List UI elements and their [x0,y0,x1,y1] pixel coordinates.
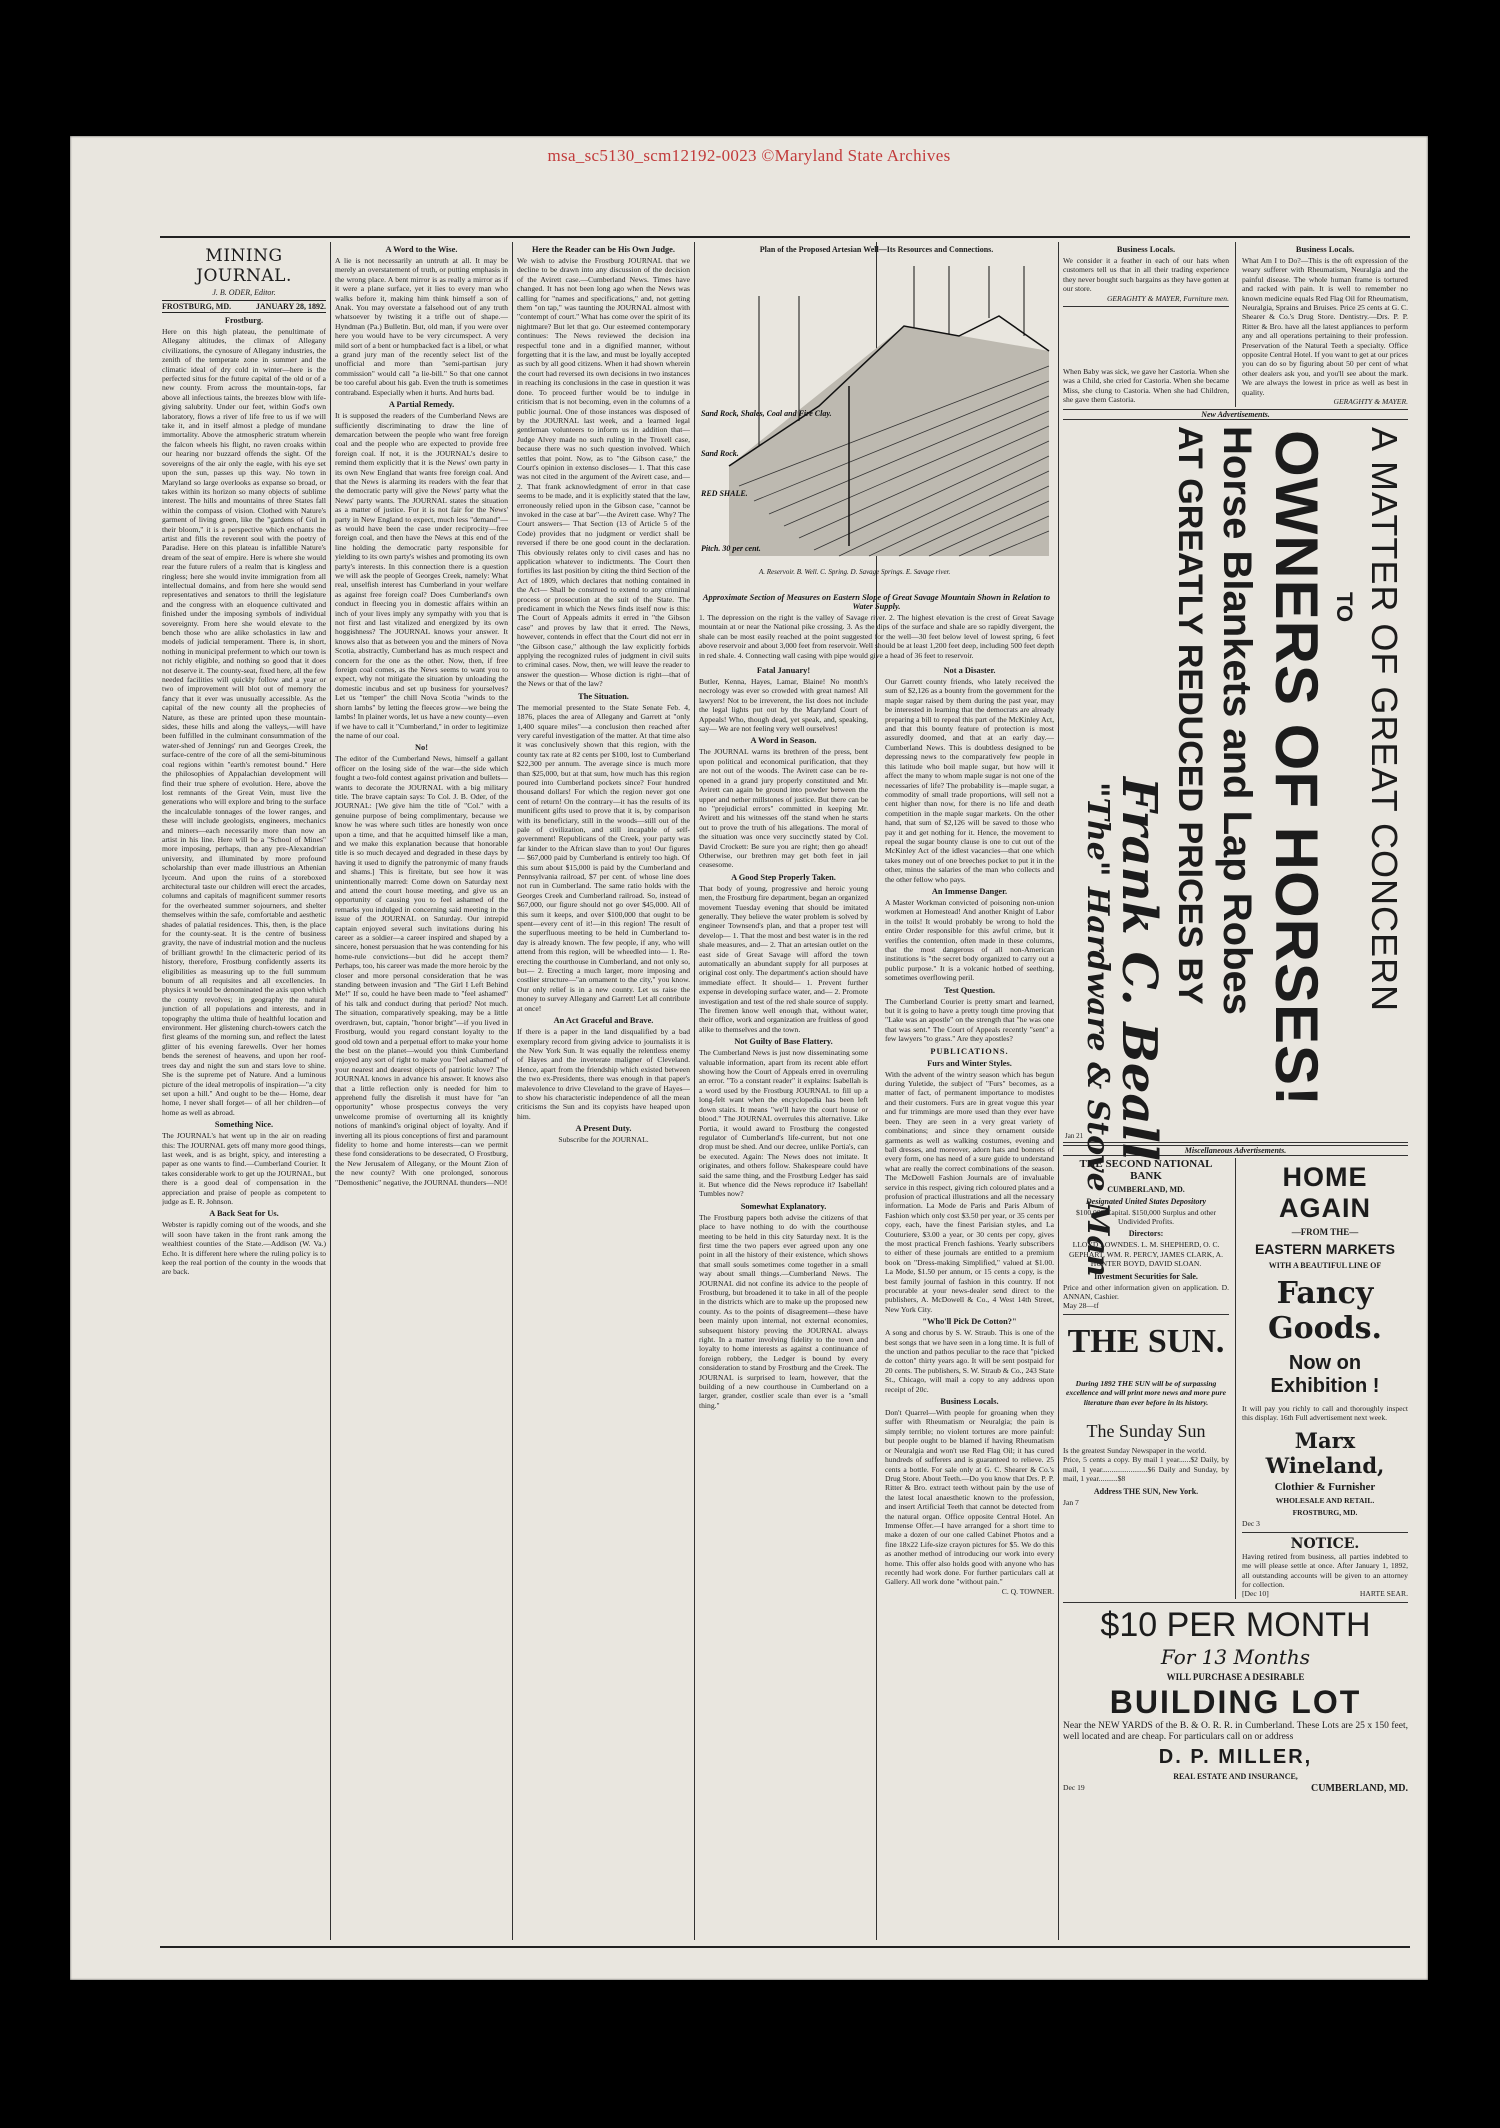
horse-ad-line1: A MATTER OF GREAT CONCERN [1364,426,1405,1012]
ad-heading: Business Locals. [1295,245,1355,254]
article-heading: A Partial Remedy. [388,400,455,410]
article-heading: Test Question. [944,985,995,995]
column-1 [162,242,326,1940]
lot-price: $10 PER MONTH [1100,1605,1371,1644]
notice-body: Having retired from business, all parties indebted to me will please settle at once. After January 1, 1892, all outstanding accounts will be given to an attorney for collection. [1241,1551,1408,1589]
column-rule [512,242,513,1940]
notice-footer [1242,1589,1408,1598]
column-4a [699,663,868,1596]
divider [1063,1314,1229,1315]
article-body: Butler, Kenna, Hayes, Lamar, Blaine! No month's necrology was ever so crowded with great names! All lawyers! Not to be irreverent, the list does not include the legal lights put out by the Maryland Court of Appeals! Who, though dead, yet speak, and, speaking, say— We are not feeling very well ourselves! [699,677,869,734]
castoria-ad: When Baby was sick, we gave her Castoria. When she was a Child, she cried for Castoria. When she became Miss, she clung to Castoria. When she had Children, she gave them Castoria. [1063,367,1229,405]
divider [1063,306,1229,307]
column-rule [1058,242,1059,1940]
bank-designation: Designated United States Depository [1085,1196,1207,1206]
column-rule [1235,1158,1236,1599]
article-heading: Fatal January! [756,666,811,676]
article-heading: A Present Duty. [575,1124,632,1134]
horse-ad-line2: OWNERS OF HORSES! [1263,429,1330,1107]
article-body: That body of young, progressive and heroic young men, the Frostburg fire department, began an organized movement Tuesday evening that should be imitated generally. They believe the water problem is solved by engineer Townsend's plan, and that a proper test will develop— 1. That the most and best water is in the red shale measures, and— 2. That an artesian outlet on the east side of Great Savage will afford the town automatically an abundant supply for all purposes at original cost only. The department's action should have immediate effect. It should— 1. Prevent further expense in developing surface water, and— 2. Promote investigation and test of the red shale source of supply. The firemen know well enough that, without water, their office, work and organization are fruitless of good alike to themselves and the town. [699,883,869,1034]
sunday-sun-body: Is the greatest Sunday Newspaper in the world. [1063,1445,1207,1455]
article-heading: Not Guilty of Base Flattery. [734,1037,833,1047]
ad-body: We consider it a feather in each of our hats when customers tell us that in all their trading experience they never bought such bargains as they have gotten at our store. [1063,256,1229,294]
horse-ad-signature: Frank C. Beall [1111,776,1167,1161]
column-4-subcolumns [699,663,1054,1596]
ad-signature: GERAGHTY & MAYER, Furniture men. [1106,293,1229,303]
label-sand-rock-shales: Sand Rock, Shales, Coal and Fire Clay. [701,409,832,418]
lot-agent-name: D. P. MILLER, [1158,1745,1313,1768]
home-again-with: WITH A BEAUTIFUL LINE OF [1268,1260,1382,1270]
horse-ad-to: TO [1332,591,1357,622]
top-rule [160,236,1410,238]
article-body: Don't Quarrel—With people for groaning when they suffer with Rheumatism or Neuralgia; the pain is simply terrible; no violent tortures are more painful: but people ought to be blamed if having Rheumatism or Neuralgia and won't use Red Flag Oil; it has cured hundreds of sufferers and is guaranteed to relieve. 25 cents a bottle. For sale only at G. C. Shearer & Co.'s Drug Store. About Teeth.—Do you know that Drs. P. P. Ritter & Bro. extract teeth without pain by the use of the latest local anaesthetic known to the profession, and insert Artificial Teeth that cannot be detected from the natural organ. Office opposite Central Hotel. An Immense Offer.—I have arranged for a short time to make a dozen of our one called Cabinet Photos and a fine 18x22 Life-size crayon pictures for $5. We do this as another method of introducing our work into every home. This offer also holds good with anyone who has recently had work done. For further particulars call at Gallery. All work done "without pain." [885,1408,1054,1587]
column-3 [517,242,690,1940]
home-again-date: Dec 3 [1241,1519,1260,1529]
article-heading: A Word to the Wise. [385,245,458,254]
masthead-date: JANUARY 28, 1892. [255,302,326,311]
bottom-rule [160,1946,1410,1948]
article-body: If there is a paper in the land disqualified by a bad exemplary record from giving advice to journalists it is the New York Sun. It was equally the relentless enemy of Hayes and the inveterate maligner of Cleveland. Hence, apart from the friendship which existed between the two ex-Presidents, there was enough in that paper's malevolence to drive Cleveland to the grave of Hayes—to show his characteristic independence of all the mean criticisms the Sun and its copyists have heaped upon him. [517,1027,690,1121]
bank-title: THE SECOND NATIONAL BANK [1079,1157,1213,1182]
label-sand-rock: Sand Rock. [701,449,739,458]
lot-date: Dec 19 [1063,1782,1085,1792]
lot-footer [1063,1783,1408,1794]
article-heading: No! [414,743,429,753]
article-body: We wish to advise the Frostburg JOURNAL that we decline to be drawn into any discussion of the decision of the Avirett case.—Cumberland News. Times have changed. It has not been long ago when the News was calling for "names and specifications," and, not getting them "on tap," was taunting the JOURNAL almost with "contempt of court." What has come over the spirit of its nightmare? But let that go. Our esteemed contemporary continues: The News reviewed the decision ina respectful tone and in a dignified manner, without forgetting that it is the law, and must be loyally accepted as such by all good citizens. When it had shown wherein the court had reversed its own decisions in two instances in reaching its conclusions in the case in question it was done. To proceed further would be to indulge in criticism that is not becoming, even in the columns of a public journal. One of those instances was disposed of by the JOURNAL last week, and a learned legal gentleman volunteers to inform us in addition that— Judge Alvey made no such ruling in the Troxell case, because there was no such question involved. Which settles that point. Now, as to "the Gibson case," the Court's opinion in extenso discloses— 1. That this case was not cited in the argument of the Avirett case, and— 2. That frank acknowledgment of error in that case seems to be made, and it is explicitly stated that the law, erroneously relied upon in the Gibson case, "cannot be invoked in the case at bar"—the Avirett case. Why? The Court answers— That Section (13 of Article 5 of the Code) provides that no judgment or verdict shall be reversed if there be one good count in the declaration. This obviously relates only to civil cases and has no application whatever to indictments. The Court then fortifies its last position by citing the third Section of the Act of 1809, which declares that nothing contained in the Act— Shall be construed to extend to any criminal process or prosecution at the suit of the State. The predicament in which the News finds itself now is this: The Court of Appeals admits it erred in "the Gibson case" and proves by law that it erred. The News, however, contends in effect that the Court did not err in "the Gibson case," although the law explicitly forbids applying the recognized rules of judgment in civil suits to criminal cases. Now, then, we will leave the reader to answer the question— Whose diction is right—that of the News or that of the law? [517,256,690,689]
article-signature: C. Q. TOWNER. [1001,1586,1054,1596]
article-heading: Furs and Winter Styles. [927,1058,1012,1068]
column-2 [335,242,508,1940]
article-body: Webster is rapidly coming out of the woods, and she will soon have taken in the front rank among the wealthiest counties of the State.—Addison (W. Va.) Echo. It is different here where the ruling policy is to keep the real portion of the county in the woods that are back. [162,1220,326,1277]
diagram-notes: 1. The depression on the right is the valley of Savage river. 2. The highest elevation is the crest of Great Savage mountain at or near the National pike crossing. 3. As the dips of the surface and shale are so rapidly divergent, the shale can be most easily reached at the point suggested for the well—30 feet below level of lowest spring, 6 feet above reservoir and about 3,000 feet from reservoir. Well should be at least 1,200 feet deep, including 500 feet depth in red shale. 4. Connecting wall casing with pipe would give a head of 36 feet to reservoir. [699,613,1054,660]
ad-top-right [1242,242,1408,407]
sunday-sun-title: The Sunday Sun [1086,1420,1206,1441]
home-again-merchant: Marx Wineland, [1265,1428,1385,1479]
lot-place: CUMBERLAND, MD. [1311,1782,1408,1794]
ad-body: What Am I to Do?—This is the oft expression of the weary sufferer with Rheumatism, Neuralgia and the painful disease. The whole human frame is tortured and racked with pain. It is well to remember no known medicine equals Red Flag Oil for Rheumatism, Neuralgia, Sprains and Bruises. Price 25 cents at G. C. Shearer & Co.'s Drug Store. Dentistry.—Drs. P. P. Ritter & Bro. have all the latest appliances to perform any and all operations pertaining to their profession. Preservation of the Natural Teeth a specialty. Office opposite Central Hotel. If you want to get at our prices you can do so by figuring about 50 per cent of what other dealers ask you, and you'll see about the mark. We are always the lowest in price as well as best in quality. [1241,256,1408,397]
diagram-title: Plan of the Proposed Artesian Well—Its Resources and Connections. [759,245,994,254]
column-rule [876,663,877,1596]
horse-ad-line4: AT GREATLY REDUCED PRICES BY [1171,425,1209,1005]
masthead-editor: J. B. ODER, Editor. [212,288,276,297]
article-heading: An Immense Danger. [931,886,1008,896]
home-again-markets: EASTERN MARKETS [1254,1240,1395,1257]
ad-top-left [1063,242,1229,407]
article-heading: Not a Disaster. [943,666,996,676]
article-body: The JOURNAL's hat went up in the air on reading this: The JOURNAL gets off many more good things, last week, and is as bright, spicy, and interesting a paper as one wants to find.—Cumberland Courier. It takes considerable work to get up the JOURNAL, but there is a good deal of compensation in the appreciation and praise of people as competent to judge as E. R. Johnson. [162,1131,326,1206]
article-heading: An Act Graceful and Brave. [553,1016,654,1026]
bank-footer: Price and other information given on application. D. ANNAN, Cashier. [1063,1282,1229,1301]
home-again-fancy-goods: Fancy Goods. [1268,1275,1382,1346]
article-body: The Frostburg papers both advise the citizens of that place to have nothing to do with the courthouse meeting to be held in this city Saturday next. It is the first time the two papers ever agreed upon any one point in all the history of their existence, which shows that small souls sometimes come together in a small way about small things.—Cumberland News. The JOURNAL did not confine its advice to the people of Frostburg, but broadened it to take in all of the people in the districts which are to make up the proposed new county. As to the points of disagreement—these have been mainly upon internal, not external economies, subsequent history proving the JOURNAL always right. In a matter involving fidelity to the town and loyalty to home interests as against a continuance of foreign robbery, the Ledger is bound by every consideration to stand by Frostburg and the Creek. The JOURNAL is surprised to learn, however, that the building of a new courthouse in Cumberland on a larger, grander, costlier scale than ever is a "small thing." [699,1212,869,1410]
bank-date: May 28—tf [1063,1301,1099,1311]
diagram-caption: Approximate Section of Measures on Eastern Slope of Great Savage Mountain Shown in Relation to Water Supply. [702,593,1051,611]
bank-place: CUMBERLAND, MD. [1107,1184,1185,1194]
article-body: It is supposed the readers of the Cumberland News are sufficiently discriminating to draw the line of demarcation between the people who want free foreign coal and the people who are expected to provide free foreign coal. If not, it is the JOURNAL's desire to remind them explicitly that it is the News' own party in its own New England that wants free foreign coal. And that the News is alarming its readers with the fear that the democratic party will give the News' party what the News' party wants. The JOURNAL states the situation as a matter of justice. For it is not fair for the News' party in New England to expect, much less "demand"—as would have been the case under reciprocity—free foreign coal, and then have the News at this end of the line holding the democratic party responsible for yielding to its own party's wishes and promoting its own party's interests. In this connection there is a question we will ask the people of Georges Creek, namely: What real, unselfish interest has Cumberland in your welfare as against free foreign coal? Does Cumberland's own conduct in fleecing you in domestic affairs within an inch of your lives imply any sympathy with you that is not first and last vitalized and energized by its own hoggishness? The JOURNAL knows your answer. It knows also that as between you and the miners of Nova Scotia, abstractly, Cumberland has as much respect and concern for the one as the other. Now, then, if free foreign coal comes, as the News seems to want you to expect, why not mitigate the situation by unloading the domestic incubus and set up business for yourselves? Let us "temper" the chill Nova Scotia "winds to the shorn lambs" by letting the fleeces grow—we being the lambs! In plainer words, let us have a new county—even if we have to call it "Cumberland," in order to legitimize the name of our coal. [335,411,508,740]
ad-columns [1063,242,1408,1940]
column-4 [699,242,1054,1940]
lot-title: BUILDING LOT [1109,1683,1362,1720]
article-heading: A Back Seat for Us. [209,1209,279,1219]
newspaper-sheet [70,136,1428,1980]
masthead-dateline [162,300,326,313]
masthead-title: MINING JOURNAL. [196,246,292,286]
article-body: Subscribe for the JOURNAL. [558,1135,649,1145]
article-body: The memorial presented to the State Senate Feb. 4, 1876, places the area of Allegany and Garrett at "only 1,400 square miles"—a conclusion then reached after very careful investigation of the matter. At that time also it was conclusively shown that this region, with the county tax rate at 82 cents per $100, lost to Cumberland $22,300 per annum. The average since is much more than $25,000, but at that sum, how much has this region poured into Cumberland pockets since? Four hundred thousand dollars! For which the region never got one cent of return! On the contrary—it has the results of its munificent gifts used to prove that it is, by comparison with its beneficiary, still in the woods—still out of the pale of civilization, and still incapable of self-government! Republicans of the Creek, your party was far kinder to the African slave than to you! Our figures — $67,000 paid by Cumberland is entirely too high. Of this sum about $15,000 is paid by the Cumberland and Pennsylvania railroad, $7 per cent. of whose line does not run in Cumberland. The same ratio holds with the Georges Creek and Cumberland railroad. So, instead of $67,000, our figure should not go over $45,000. All of this sum it keeps, and over $100,000 that ought to be spent—every cent of it!—in this region! The result of the superfluous meeting to be held in Cumberland to-day is already known. The few people, if any, who will attend from this region, will be wheedled into— 1. Re-erecting the courthouse in Cumberland, and not only so, but— 2. Erecting a much larger, more imposing and costlier structure—"an ornament to the city," you know. Our only relief is in a new county. Let us raise the money to survey Allegany and Garrett! Let all contribute at once! [517,702,690,1013]
home-again-from: —FROM THE— [1291,1226,1359,1237]
lot-agent-sub: REAL ESTATE AND INSURANCE, [1173,1771,1298,1781]
article-heading: Business Locals. [940,1397,999,1407]
column-5 [885,663,1054,1596]
label-red-shale: RED SHALE. [701,489,748,498]
column-rule [694,242,695,1940]
article-body: The Cumberland Courier is pretty smart and learned, but it is going to have a pretty tough time proving that "Lake was an apostle" on the strength that "he was one that was sent." The Court of Appeals recently "sent" a few lawyers "to grass." Are they apostles? [885,996,1054,1044]
sun-title: THE SUN. [1067,1322,1225,1360]
misc-ads-label: Miscellaneous Advertisements. [1063,1145,1408,1156]
article-body: A lie is not necessarily an untruth at all. It may be merely an overstatement of truth, or putting emphasis in the wrong place. A bent mirror is as really a mirror as if it were a plane surface, yet it lies to every man who walks before it, making him think himself a son of Anak. You may overstate a falsehood out of any truth whatsoever by twisting it a trifle out of shape.—Hyndman (Pa.) Bulletin. But, old man, if you were over here you would have to be very circumspect. A very mild sort of a bent or humpbacked fact is a libel, or what a grand jury man of the recently select list of the unofficial and more than "semi-partisan jury commission" would call "a lie-bill." So that one cannot be too careful about his gab. Even the truth is sometimes contraband. Especially when it hurts. And hurts bad. [335,256,508,397]
diagram-key: A. Reservoir. B. Well. C. Spring. D. Savage Springs. E. Savage river. [759,568,951,576]
artesian-well-diagram [699,256,1054,586]
article-heading: A Good Step Properly Taken. [731,872,836,882]
article-heading: The Situation. [578,691,629,701]
misc-ads-right [1242,1158,1408,1599]
bank-directors: LLOYD LOWNDES. L. M. SHEPHERD, O. C. GEPHART, WM. R. PERCY, JAMES CLARK, A. HUNTER BOYD, DAVID SLOAN. [1069,1240,1223,1269]
article-body: With the advent of the wintry season which has begun during Yuletide, the subject of "Furs" becomes, as a matter of fact, of permanent importance to modistes and their customers. Furs are in great vogue this year and fur trimmings are more used than they ever have been. They are seen in a very great variety of combinations; and since they ornament outside garments as well as walking costumes, evening and ball dresses, and moreover, adorn hats and bonnets of every form, one has need of a sure guide to understand what are really the correct combinations of the season. The McDowell Fashion Journals are of invaluable service in this respect, giving rich coloured plates and a profusion of practical illustrations and all the necessary information. La Mode de Paris and Paris Album of Fashion which only cost $3.50 per year, or 35 cents per copy, each, have the finest Parisian styles, and La Couturiere, $3.00 a year, or 30 cents per copy, gives the most practical French fashions. Yearly subscribers to either of these journals are entitled to a premium book on "Dress-making Simplified," valued at $1.00. La Mode, $1.50 per annum, or 15 cents a copy, is the best family journal of fashion in this country. If not procurable at your news-dealer send direct to the publishers, A. McDowell & Co., 4 West 14th Street, New York City. [885,1069,1054,1314]
divider [1242,1532,1408,1533]
article-body: The editor of the Cumberland News, himself a gallant officer on the losing side of the war—the side which fought a two-fold contest against privation and bullets—wants to decorate the JOURNAL with a big military title. The brave captain says: To Col. J. B. Oder, of the JOURNAL: [We give him the title of "Col." with a genuine purpose of being complimentary, because we know he was where such titles are honestly won once upon a time, and that he acquitted himself like a man, and we make this explanation because that honorable title is so much decayed and degraded in these days by having it used to dignify the patronymic of many frauds and shams.] This is fireitate, but see how it was unintentionally marred: Come down on Saturday next and attend the court house meeting, and give us an opportunity of causing you to feel ashamed of the remarks you indulged in concerning said meeting in the issue of the JOURNAL on Saturday. Our intrepid captain enjoyed several such invitations during his career as a soldier—a career inspired and shaped by a sincere, honest persuasion that he was contending for his home-rule convictions—but did he accept them? Perhaps, too, his career was made the more heroic by the closer and more personal consideration that he was standing between invasion and "The Girl I Left Behind Me!" If so, could he have been made to "feel ashamed" of his talk and conduct during that period? Not much. The situation, comparatively speaking, may be a little overdrawn, but, captain, "honor bright"—if you lived in Frostburg, would you regard constant loyalty to the good old town and a perpetual effort to make your home the best on the planet—would you think Cumberland enjoyed any sort of right to make you "feel ashamed" of your nearest and dearest objects of patriotic love? The JOURNAL knows in advance his answer. It knows also that a little reflection only is needed for him to apprehend fully the disrelish it must have for "an opportunity" whose prospectus conveys the very unwelcome promise of overturning all its knightly notions of mankind's original object of loyalty. And if inverting all its pious conceptions of first and paramount fidelity to home and home interests—can we permit these fond considerations to be desecrated, O Frostburg, the New Jerusalem of Allegany, or the Mount Zion of the new county? With one prolonged, sonorous "Demosthenic" negative, the JOURNAL thunders—NO! [335,754,508,1187]
horse-ad-line3: Horse Blankets and Lap Robes [1215,425,1259,1015]
article-heading: Here the Reader can be His Own Judge. [532,245,675,254]
sunday-sun-address: Address THE SUN, New York. [1093,1486,1199,1496]
article-heading: Somewhat Explanatory. [740,1201,827,1211]
masthead-place: FROSTBURG, MD. [162,302,232,311]
archive-stamp: msa_sc5130_scm12192-0023 ©Maryland State Archives [547,146,951,165]
bank-directors-heading: Directors: [1128,1229,1164,1239]
home-again-trade: Clothier & Furnisher [1274,1481,1376,1494]
article-body: The JOURNAL warns its brethren of the press, bent upon political and economical purification, that they are not out of the woods. The Avirett case can be re-opened in a grand jury properly constituted and Mr. Avirett can again be ground into powder between the upper and nether millstones of justice. But there can be no "prejudicial errors" committed in keeping Mr. Avirett and his witnesses off the stand when he starts out to prove the truth of his allegations. The moral of the situation was once very succinctly stated by Col. David Crockett: Be sure you are right; then go ahead! Otherwise, our brethren may get both feet in jail ceasesome. [699,747,869,870]
home-again-body: It will pay you richly to call and thoroughly inspect this display. 16th Full advertisement next week. [1241,1403,1408,1422]
column-rule [1235,242,1236,407]
horse-ad-hardware-man: "The" Hardware & Stove Man [1080,781,1115,1277]
building-lot-ad [1063,1606,1408,1794]
bank-capital: $100,000 Capital. $150,000 Surplus and other Undivided Profits. [1075,1207,1217,1226]
article-heading: "Who'll Pick De Cotton?" [922,1317,1017,1327]
lot-will: WILL PURCHASE A DESIRABLE [1166,1671,1305,1682]
home-again-exhibition: Now on Exhibition ! [1270,1351,1380,1397]
new-ads-label: New Advertisements. [1063,409,1408,420]
ad-top-row [1063,242,1408,407]
sun-body: During 1892 THE SUN will be of surpassing excellence and will print more news and more pure literature than ever before in its history. [1066,1378,1226,1407]
newspaper-page [160,236,1410,1948]
sunday-sun-prices: Price, 5 cents a copy. By mail 1 year......$2 Daily, by mail, 1 year........................$6 Daily and Sunday, by mail, 1 year..........$8 [1063,1455,1229,1484]
article-heading: PUBLICATIONS. [930,1046,1009,1056]
ad-heading: Business Locals. [1116,245,1176,254]
label-pitch: Pitch. 30 per cent. [701,544,761,553]
article-body: A Master Workman convicted of poisoning non-union workmen at Homestead! And another Knight of Labor in the toils! It would probably be wrong to hold the entire Order responsible for this awful crime, but it verifies the contention, often made in these columns, that the most dangerous of all non-American institutions is "the secret body organized to carry out a public purpose." It is a volcanic hotbed of seething, sometimes overflowing peril. [885,897,1054,983]
lot-body: Near the NEW YARDS of the B. & O. R. R. in Cumberland. These Lots are 25 x 150 feet, well located and are cheap. For particulars call on or address [1063,1720,1408,1742]
article-heading: A Word in Season. [750,736,817,746]
article-body: Our Garrett county friends, who lately received the sum of $2,126 as a bounty from the government for the maple sugar raised by them during the past year, may be interested in learning that the democrats are already preparing a bill to repeal this part of the McKinley Act, and that this bounty feature of protection is most assuredly doomed, and that at an early day.—Cumberland News. This is doubtless designed to be depressing news to the comparatively few people in this latitude who boil maple sugar, but how will it affect the many to whom maple sugar is not one of the necessaries of life? The probability is—maple sugar, a commodity of small trade proportions, will sell not a cent higher than now, for there is no life and death competition in the maple sugar markets. On the other hand, that sum of $2,126 will be saved to those who pay it and get nothing for it. Hence, the movement to repeal the sugar bounty clause is one to cut out of the McKinley Act of the idlest vacancies—that one which takes money out of one breeches pocket to put it in the other, minus the salaries of the man who collects and the other fellow who pays. [885,677,1054,884]
notice-date: [Dec 10] [1241,1589,1269,1599]
divider [1063,1602,1408,1603]
home-again-title: HOME AGAIN [1278,1161,1371,1223]
home-again-sub: WHOLESALE AND RETAIL. [1275,1496,1375,1506]
column-rule [330,242,331,1940]
notice-signature: HARTE SEAR. [1359,1589,1408,1599]
article-body: A song and chorus by S. W. Straub. This is one of the best songs that we have seen in a long time. It is full of the unction and pathos peculiar to the race that "picked de cotton" thirty years ago. It will be sent postpaid for 20 cents. The publishers, S. W. Straub & Co., 243 State St., Chicago, will mail a copy to any address upon receipt of 20c. [885,1328,1054,1394]
sunday-sun-date: Jan 7 [1063,1497,1079,1507]
lot-months: For 13 Months [1160,1644,1311,1669]
article-body: The Cumberland News is just now disseminating some valuable information, apart from its recent able effort showing how the Court of Appeals erred in overruling an error. "To a constant reader" it explains: Isabellah is a word used by the Frostburg JOURNAL to fill up a long-felt want when the encyclopedia has been left down stairs. It means "we'll have the court house or blood." The JOURNAL overrules this alternative. Like Portia, it would award to Frostburg the congested regulator of Cumberland's life-current, but not one drop must be shed. And our decree, unlike Portia's, can be executed. Again: The News does not imitate. It originates, and others follow. Shakespeare could have said the same thing, and the Frostburg Ledger has said it. But whence did the News reproduce it? Isabellah! Tumbles now? [699,1048,869,1199]
article-body: Here on this high plateau, the penultimate of Allegany altitudes, the climax of Allegany civilizations, the cynosure of Allegany industries, the zenith of the temperate zone in summer and the climatic ideal of dry cold in winter—here is the perfected situs for the future capital of the old or of a new county. From across the mountain-tops, far above all infectious taints, the breezes blow with life-giving salubrity. Under our feet, within God's own laboratory, flows a river of life free to us if we will take it, and in itself almost a pledge of mundane immortality. Above the atmospheric stratum wherein the falcon wheels his flight, no raven croaks within our hearing nor buzzard offends the sight. Of the sovereigns of the air only the eagle, with his eye set upon the sun, passes up this way. No town in Maryland so large overlooks as expanse so broad, or takes within its horizon so many objects of sublime interest. The hills and mountains of three States fall within the compass of vision. Clothed with Nature's garment of living green, like the "gardens of Gul in their bloom," it is a perspective which enchants the artist and fills the reverent soul with the poetry of Paradise. Here on this plateau is infallible Nature's dream of the seat of empire. Here is where she would rear the future rulers of a realm that is kingless and ringless; here she would invite immigration from all intellectual domains, and from here she would send representatives and senators to thrill the legislature and the congress with an eloquence cultivated and finished under the imposing symbols of individual sovereignty. From here she would elevate to the bench those who are alike scholastics in law and models of judicial temperament. There is, in short, nothing in municipal preferment to which our town is not richly eligible, and nothing so good that it does not deserve it. The county-seat, fixed here, all the few needed facilities will quickly follow and a year or two of improvement will blot out of memory the fancy that it ever was unusually accessible. As the capital of the new county all the prophecies of Nature, as these are printed upon these mountain-sides, these hills and along the valleys,—will have been fulfilled in the culminant consummation of the water-shed of Jennings' run and Georges Creek, the surface-centre of the core of all the semi-bituminous coal regions within "earth's remotest bound." Here the philosophies of Appalachian development will find their true sphere of evolution. Here, above the lost remnants of the Great Vein, must live the generations who will explore and bring to the surface the incalculable tonnages of the lower ranges, and these will include geologists, engineers, mechanics and miners—each necessarily more than now an artist in his line. Here will be a "School of Mines" more imposing, perhaps, than any pre-Alexandrian university, and illuminated by more profound scholarship than ever made illustrious an Athenian lyceum. And upon the ruins of a storeboxed architectural taste our children will erect the arcades, columns and capitals of magnificent summer resorts for the overheated summer sojourners, and shelter themselves within the safe, comfortable and aesthetic shades of palatial residences. This, then, is the place for the county-seat. It is the centre of business gravity, the nave of industrial motion and the nucleus of brilliant growth! In the climacteric period of its history, therefore, Frostburg confidently asserts its eligibilities as measuring up to the full summum bonum of all requisites and all excellencies. In physics it would be denominated the axis upon which the county revolves; in geography the natural junction of all populations and interests, and in topography the ultima thule of healthful location and environment. Her glistening church-towers catch the first gleams of the morning sun, and reflect the latest glitter of his evening farewells. Over her homes bends the serenest of heavens, and upon her roof-trees day and night the sun and stars love to shine. She is the supreme pet of Nature. And a luminous picture of the ideal metropolis of inspiration—"a city set upon a hill." And ought to be the— Home, dear home, I never shall forget— of all her children—of home as well as abroad. [162,327,326,1117]
home-again-place: FROSTBURG, MD. [1292,1508,1358,1518]
notice-title: NOTICE. [1290,1535,1360,1552]
article-heading: Something Nice. [214,1120,274,1130]
horse-ad-date: Jan 21 [1065,1131,1084,1140]
bank-investment: Investment Securities for Sale. [1094,1271,1198,1281]
article-heading: Frostburg. [224,316,264,325]
ad-signature: GERAGHTY & MAYER. [1333,397,1408,407]
